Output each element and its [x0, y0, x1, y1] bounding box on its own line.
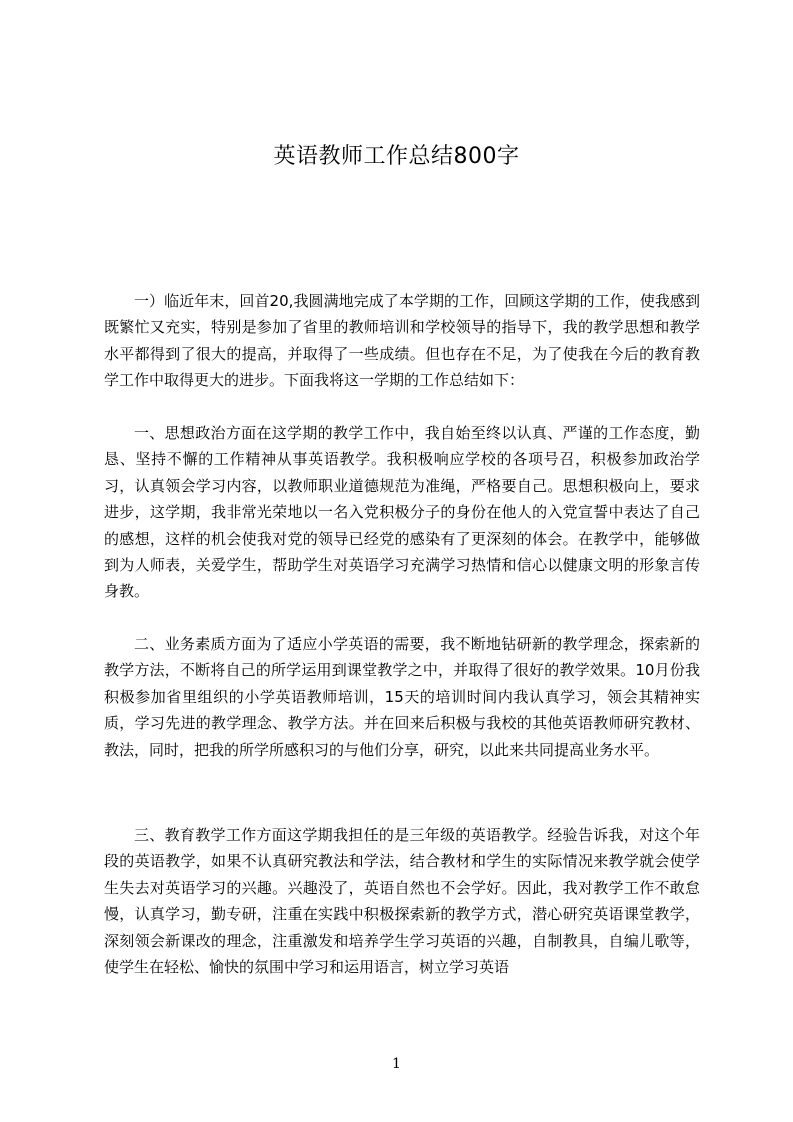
- paragraph-professional: 二、业务素质方面为了适应小学英语的需要，我不断地钻研新的教学理念，探索新的教学方法，不断将自己的所学运用到课堂教学之中，并取得了很好的教学效果。10月份我积极参加省里组织的小学英语教师培训，15天的培训时间内我认真学习，领会其精神实质，学习先进的教学理念、教学方法。并在回来后积极与我校的其他英语教师研究教材、教法，同时，把我的所学所感积习的与他们分享，研究，以此来共同提高业务水平。: [104, 635, 700, 759]
- paragraph-teaching: 三、教育教学工作方面这学期我担任的是三年级的英语教学。经验告诉我，对这个年段的英语教学，如果不认真研究教法和学法，结合教材和学生的实际情况来教学就会使学生失去对英语学习的兴趣。兴趣没了，英语自然也不会学好。因此，我对教学工作不敢怠慢，认真学习，勤专研，注重在实践中积极探索新的教学方式，潜心研究英语课堂教学，深刻领会新课改的理念，注重激发和培养学生学习英语的兴趣，自制教具，自编儿歌等，使学生在轻松、愉快的氛围中学习和运用语言，树立学习英语: [104, 826, 700, 977]
- paragraph-intro: 一）临近年末，回首20,我圆满地完成了本学期的工作，回顾这学期的工作，使我感到既繁忙又充实，特别是参加了省里的教师培训和学校领导的指导下，我的教学思想和教学水平都得到了很大的提高，并取得了一些成绩。但也存在不足，为了使我在今后的教育教学工作中取得更大的进步。下面我将这一学期的工作总结如下：: [104, 292, 700, 390]
- page-number: 1: [392, 1056, 401, 1072]
- document-title: 英语教师工作总结800字: [273, 144, 520, 169]
- paragraph-ideology: 一、思想政治方面在这学期的教学工作中，我自始至终以认真、严谨的工作态度，勤恳、坚持不懈的工作精神从事英语教学。我积极响应学校的各项号召，积极参加政治学习，认真领会学习内容，以教师职业道德规范为准绳，严格要自己。思想积极向上，要求进步，这学期，我非常光荣地以一名入党积极分子的身份在他人的入党宣誓中表达了自己的感想，这样的机会使我对党的领导已经党的感染有了更深刻的体会。在教学中，能够做到为人师表，关爱学生，帮助学生对英语学习充满学习热情和信心以健康文明的形象言传身教。: [104, 424, 700, 601]
